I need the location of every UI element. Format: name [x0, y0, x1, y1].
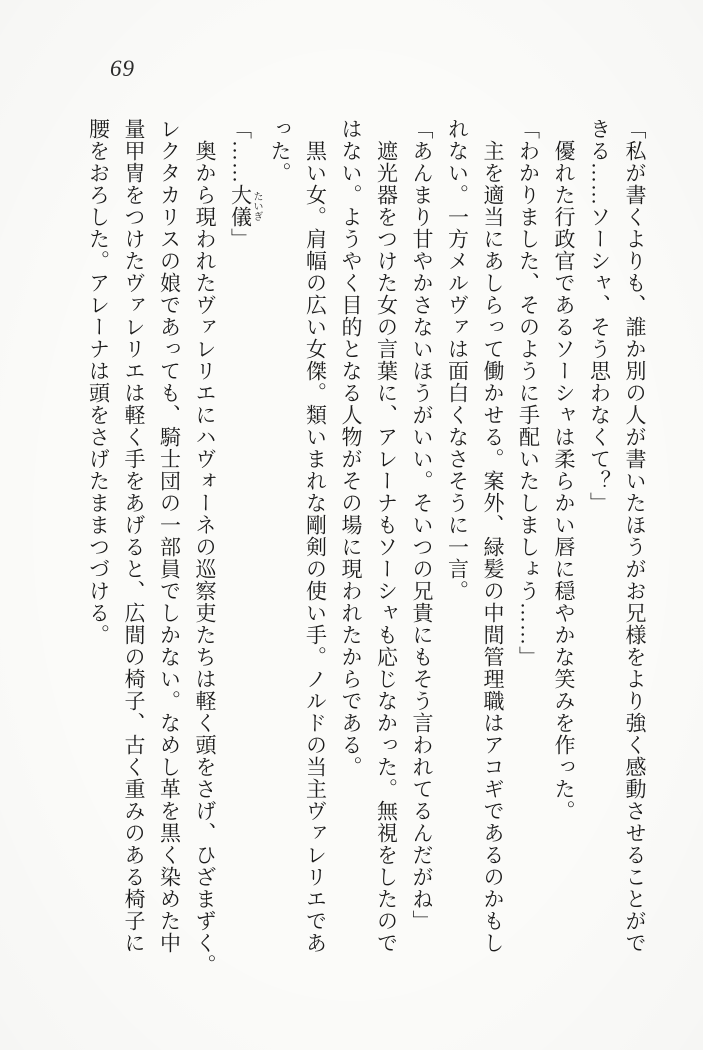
text-line-4: 「わかりました、そのように手配いたしましょう……」 — [516, 118, 541, 668]
text-line-8: 遮光器をつけた女の言葉に、アレーナもソーシャも応じなかった。無視をしたので — [374, 140, 399, 954]
text-line-11: った。 — [268, 118, 292, 184]
text-line-16: 腰をおろした。アレーナは頭をさげたままつづける。 — [86, 118, 111, 646]
page-number: 69 — [110, 56, 135, 81]
text-line-2: きる……ソーシャ、そう思わなくて？」 — [587, 118, 612, 514]
text-line-7: 「あんまり甘やかさないほうがいい。そいつの兄貴にもそう言われてるんだがね」 — [410, 118, 434, 932]
text-line-14: レクタカリスの娘であっても、騎士団の一部員でしかない。なめし革を黒く染めた中 — [157, 118, 182, 954]
text-line-15: 量甲冑をつけたヴァレリエは軽く手をあげると、広間の椅子、古く重みのある椅子に — [122, 118, 146, 954]
text-segment-post: 」 — [228, 228, 253, 250]
ruby-base: 大儀 — [228, 184, 253, 228]
text-line-13: 奥から現われたヴァレリエにハヴォーネの巡察吏たちは軽く頭をさげ、ひざまずく。 — [193, 140, 217, 976]
text-line-12-ruby — [222, 118, 262, 1018]
text-line-1: 「私が書くよりも、誰か別の人が書いたほうがお兄様をより強く感動させることがで — [623, 118, 647, 954]
text-segment-pre: 「…… — [228, 118, 253, 184]
text-line-6: れない。一方メルヴァは面白くなさそうに一言。 — [445, 118, 470, 602]
text-line-5: 主を適当にあしらって働かせる。案外、緑髪の中間管理職はアコギであるのかもし — [481, 140, 505, 954]
body-text — [80, 118, 652, 1018]
text-line-9: はない。ようやく目的となる人物がその場に現われたからである。 — [339, 118, 363, 778]
text-line-10: 黒い女。肩幅の広い女傑。類いまれな剛剣の使い手。ノルドの当主ヴァレリエであ — [303, 140, 328, 954]
ruby-word — [228, 184, 262, 228]
text-line-3: 優れた行政官であるソーシャは柔らかい唇に穏やかな笑みを作った。 — [552, 140, 576, 822]
ruby-furigana: たいぎ — [251, 184, 262, 228]
